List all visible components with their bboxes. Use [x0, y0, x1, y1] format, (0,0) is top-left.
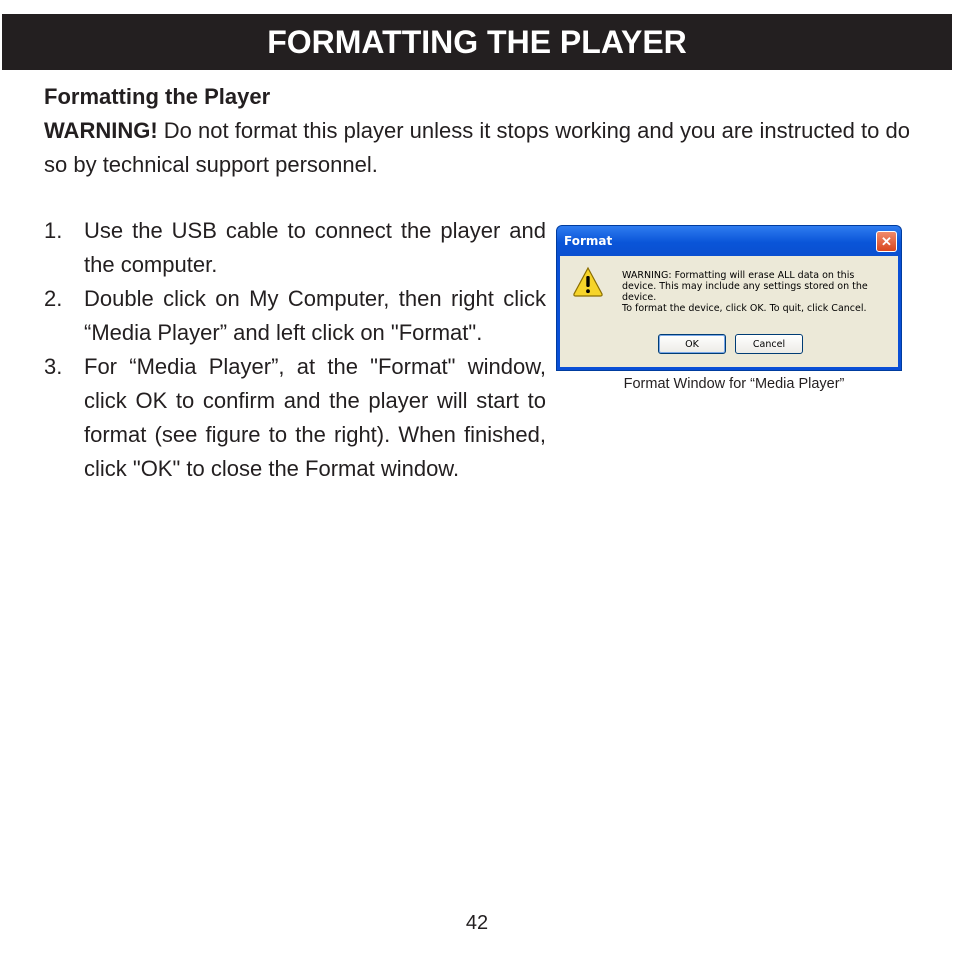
header-banner [2, 14, 952, 70]
page-number: 42 [465, 912, 489, 934]
step-text: Use the USB cable to connect the player and the computer. [84, 218, 546, 277]
dialog-message-line: device. [622, 292, 657, 303]
step-item [44, 214, 546, 282]
dialog-body [560, 256, 898, 367]
cancel-button[interactable]: Cancel [735, 334, 803, 354]
section-subtitle: Formatting the Player [44, 84, 271, 109]
step-number: 2. [44, 286, 63, 311]
dialog-titlebar [557, 226, 901, 256]
ok-button[interactable]: OK [658, 334, 726, 354]
dialog-message-line: WARNING: Formatting will erase ALL data on this [622, 270, 855, 281]
dialog-title: Format [564, 234, 613, 248]
dialog-message [622, 270, 892, 314]
step-number: 3. [44, 354, 63, 379]
warning-label: WARNING! [44, 118, 158, 143]
figure-caption: Format Window for “Media Player” [623, 376, 845, 392]
page-title: FORMATTING THE PLAYER [267, 23, 687, 60]
dialog-message-line: To format the device, click OK. To quit, click Cancel. [622, 303, 867, 314]
warning-text: Do not format this player unless it stops working and you are instructed to do so by technical support personnel. [44, 118, 910, 177]
step-text: Double click on My Computer, then right click “Media Player” and left click on "Format". [84, 286, 546, 345]
format-dialog-screenshot [557, 226, 901, 370]
close-icon[interactable]: ✕ [876, 231, 897, 252]
warning-paragraph [44, 114, 910, 182]
warning-triangle-icon [572, 266, 604, 298]
dialog-message-line: device. This may include any settings stored on the [622, 281, 868, 292]
steps-list [44, 214, 546, 486]
step-text: For “Media Player”, at the "Format" window, click OK to confirm and the player will start to format (see figure to the right). When finished, click "OK" to close the Format window. [84, 354, 546, 481]
step-item [44, 282, 546, 350]
step-number: 1. [44, 218, 63, 243]
step-item [44, 350, 546, 486]
